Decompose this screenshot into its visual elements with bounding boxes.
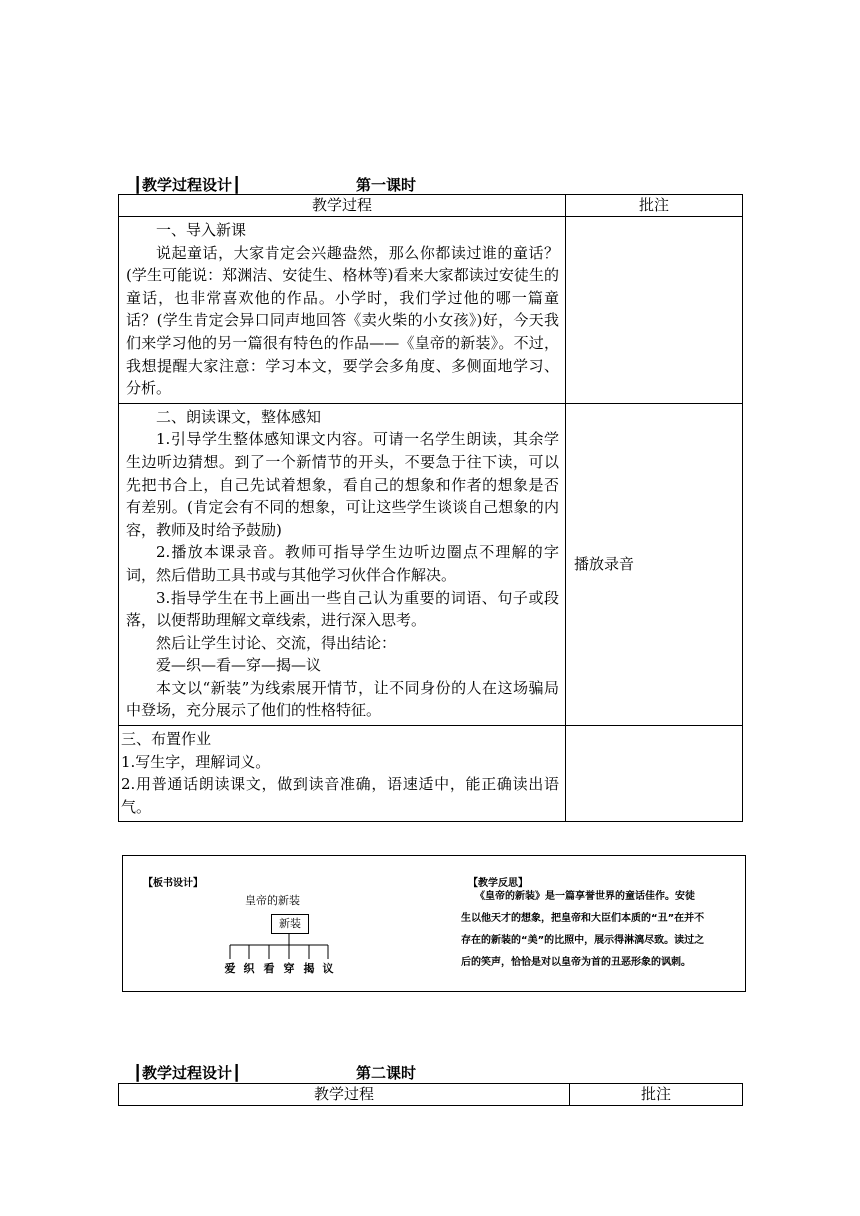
board-branch: 织 (243, 962, 255, 975)
col-header-process: 教学过程 (119, 1084, 570, 1106)
section-heading: 三、布置作业 (121, 730, 212, 749)
paragraph: 本文以“新装”为线索展开情节，让不同身份的人在这场骗局中登场，充分展示了他们的性格特征。 (126, 678, 559, 720)
paragraph: 2.用普通话朗读课文，做到读音准确，语速适中，能正确读出语气。 (121, 775, 559, 816)
reflection-text (461, 886, 746, 974)
paragraph: 1.写生字，理解词义。 (121, 752, 271, 771)
section-heading: 一、导入新课 (156, 221, 247, 239)
section-header-lesson2 (133, 1062, 417, 1083)
table-header-row (119, 1084, 743, 1106)
board-branch: 爱 (224, 962, 236, 975)
lesson1-table (118, 194, 743, 822)
process-cell (119, 726, 566, 822)
paragraph: 说起童话，大家肯定会兴趣盎然，那么你都读过谁的童话？(学生可能说：郑渊洁、安徒生、格林等)看来大家都读过安徒生的童话，也非常喜欢他的作品。小学时，我们学过他的哪一篇童话？(学生肯定会异口同声地回答《卖火柴的小女孩》)好，今天我们来学习他的另一篇很有特色的作品——《皇帝的新装》。不过，我想提醒大家注意：学习本文，要学会多角度、多侧面地学习、分析。 (126, 243, 559, 398)
paragraph: 1.引导学生整体感知课文内容。可请一名学生朗读，其余学生边听边猜想。到了一个新情节的开头，不要急于往下读，可以先把书合上，自己先试着想象，看自己的想象和作者的想象是否有差别。(肯定会有不同的想象，可让这些学生谈谈自己想象的内容，教师及时给予鼓励) (126, 430, 559, 539)
reflection-line: 后的笑声，恰恰是对以皇帝为首的丑恶形象的讽刺。 (461, 957, 691, 968)
board-design-box (122, 855, 746, 992)
table-row (119, 403, 743, 725)
lesson-number: 第二课时 (356, 1064, 417, 1082)
lesson2-table (118, 1083, 743, 1106)
section-title: ┃教学过程设计┃ (133, 176, 242, 194)
note-cell (566, 726, 743, 822)
col-header-notes: 批注 (570, 1084, 743, 1106)
table-header-row (119, 195, 743, 217)
process-cell (119, 217, 566, 404)
paragraph: 爱—织—看—穿—揭—议 (156, 656, 322, 675)
board-title: 皇帝的新装 (245, 894, 300, 907)
reflection-label: 【教学反思】 (468, 878, 528, 889)
section-title: ┃教学过程设计┃ (133, 1064, 242, 1082)
reflection-line: 生以他天才的想象，把皇帝和大臣们本质的“丑”在并不 (461, 913, 705, 924)
paragraph: 3.指导学生在书上画出一些自己认为重要的词语、句子或段落，以便帮助理解文章线索，进行深入思考。 (126, 588, 559, 630)
note-cell: 播放录音 (566, 403, 743, 725)
board-branch: 议 (322, 962, 334, 975)
board-branch: 穿 (283, 962, 295, 975)
board-center-box: 新装 (271, 914, 309, 934)
table-row (119, 217, 743, 404)
table-row (119, 726, 743, 822)
paragraph: 2.播放本课录音。教师可指导学生边听边圈点不理解的字词，然后借助工具书或与其他学习伙伴合作解决。 (126, 543, 559, 584)
section-header-lesson1 (133, 174, 417, 195)
reflection-line: 《皇帝的新装》是一篇享誉世界的童话佳作。安徒 (475, 891, 695, 902)
col-header-process: 教学过程 (119, 195, 566, 217)
board-branch: 看 (263, 962, 275, 975)
board-branch: 揭 (303, 962, 315, 975)
note-cell (566, 217, 743, 404)
paragraph: 然后让学生讨论、交流，得出结论： (156, 633, 397, 652)
section-heading: 二、朗读课文，整体感知 (156, 407, 322, 426)
lesson-number: 第一课时 (356, 176, 417, 194)
board-label: 【板书设计】 (143, 878, 203, 889)
col-header-notes: 批注 (566, 195, 743, 217)
reflection-line: 存在的新装的“美”的比照中，展示得淋漓尽致。读过之 (461, 935, 705, 946)
process-cell (119, 403, 566, 725)
